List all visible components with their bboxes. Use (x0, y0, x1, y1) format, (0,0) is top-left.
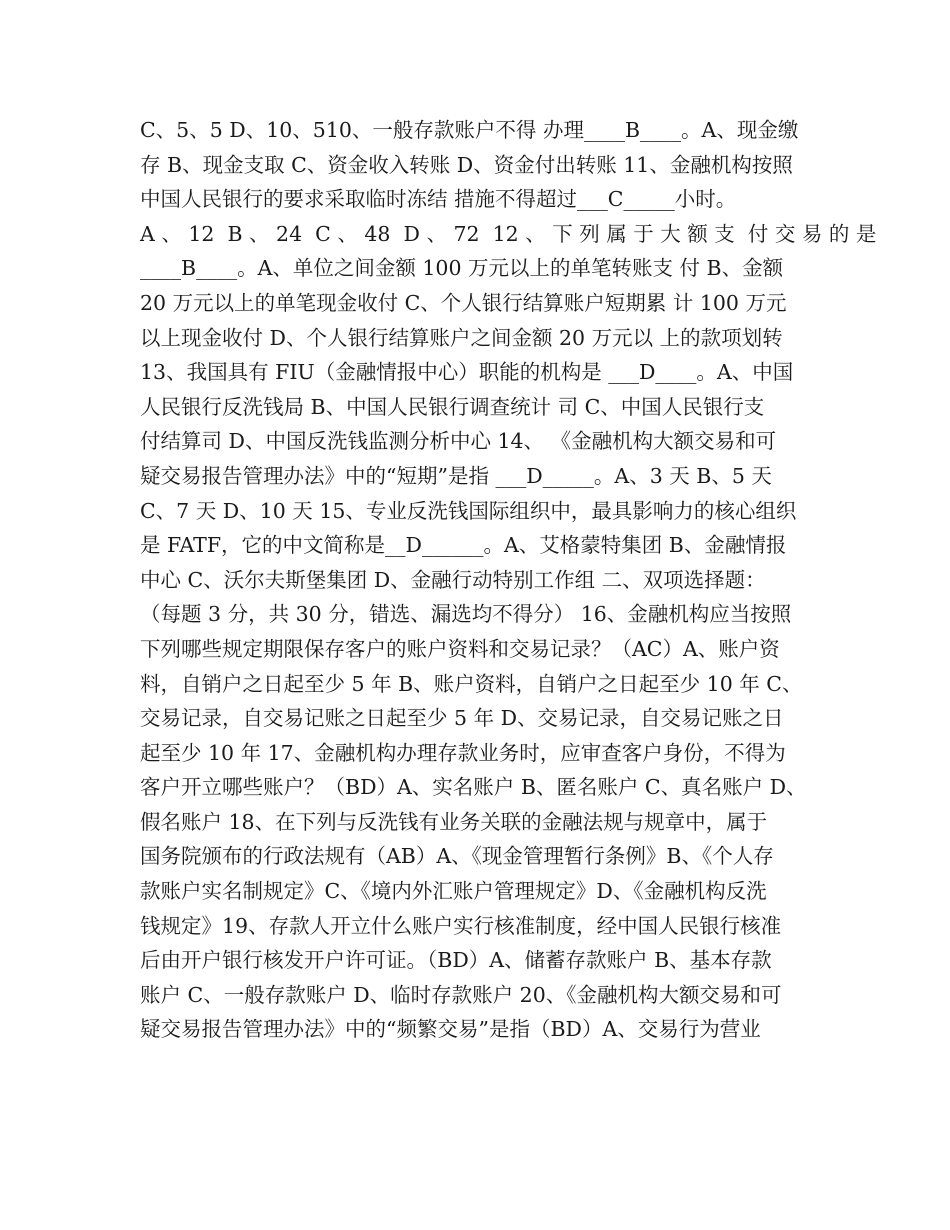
text-line: 客户开立哪些账户？（BD）A、实名账户 B、匿名账户 C、真名账户 D、 (140, 775, 807, 800)
text-line: 20 万元以上的单笔现金收付 C、个人银行结算账户短期累 计 100 万元 (140, 290, 787, 315)
text-line: C、5、5 D、10、510、一般存款账户不得 办理____B____。A、现金缴 (140, 118, 799, 142)
text-line: 国务院颁布的行政法规有（AB）A、《现金管理暂行条例》B、《个人存 (140, 844, 774, 869)
text-line: 付结算司 D、中国反洗钱监测分析中心 14、 《金融机构大额交易和可 (140, 429, 777, 454)
text-line: 下列哪些规定期限保存客户的账户资料和交易记录？（AC）A、账户资 (140, 636, 780, 661)
text-line: 疑交易报告管理办法》中的“短期”是指 ___D_____。A、3 天 B、5 天 (140, 463, 772, 488)
text-line: ____B____。A、单位之间金额 100 万元以上的单笔转账支 付 B、金额 (140, 256, 784, 281)
text-line: 假名账户 18、在下列与反洗钱有业务关联的金融法规与规章中，属于 (140, 809, 768, 834)
text-line: 账户 C、一般存款账户 D、临时存款账户 20、《金融机构大额交易和可 (140, 982, 782, 1007)
document-body (140, 113, 877, 1047)
text-line: A 、 12 B 、 24 C 、 48 D 、 72 12 、 下 列 属 于 大 额 支 付 交 易 的 是 (140, 221, 877, 246)
text-line: 钱规定》19、存款人开立什么账户实行核准制度，经中国人民银行核准 (140, 913, 782, 938)
text-line: C、7 天 D、10 天 15、专业反洗钱国际组织中，最具影响力的核心组织 (140, 498, 797, 523)
text-line: 款账户实名制规定》C、《境内外汇账户管理规定》D、《金融机构反洗 (140, 879, 767, 904)
text-line: 后由开户银行核发开户许可证。（BD）A、储蓄存款账户 B、基本存款 (140, 948, 772, 973)
text-line: 起至少 10 年 17、金融机构办理存款业务时，应审查客户身份，不得为 (140, 740, 786, 765)
text-line: 存 B、现金支取 C、资金收入转账 D、资金付出转账 11、金融机构按照 (140, 152, 793, 177)
text-line: 是 FATF，它的中文简称是__D______。A、艾格蒙特集团 B、金融情报 (140, 533, 787, 558)
text-line: 疑交易报告管理办法》中的“频繁交易”是指（BD）A、交易行为营业 (140, 1017, 761, 1042)
text-line: 交易记录，自交易记账之日起至少 5 年 D、交易记录，自交易记账之日 (140, 706, 784, 731)
text-line: 料，自销户之日起至少 5 年 B、账户资料，自销户之日起至少 10 年 C、 (140, 671, 803, 696)
text-line: 人民银行反洗钱局 B、中国人民银行调查统计 司 C、中国人民银行支 (140, 394, 765, 419)
text-line: 以上现金收付 D、个人银行结算账户之间金额 20 万元以 上的款项划转 (140, 325, 783, 350)
text-line: 中心 C、沃尔夫斯堡集团 D、金融行动特别工作组 二、双项选择题： (140, 567, 766, 592)
text-line: （每题 3 分，共 30 分，错选、漏选均不得分） 16、金融机构应当按照 (140, 602, 792, 627)
text-line: 中国人民银行的要求采取临时冻结 措施不得超过___C_____小时。 (140, 187, 737, 212)
text-line: 13、我国具有 FIU（金融情报中心）职能的机构是 ___D____。A、中国 (140, 360, 794, 385)
